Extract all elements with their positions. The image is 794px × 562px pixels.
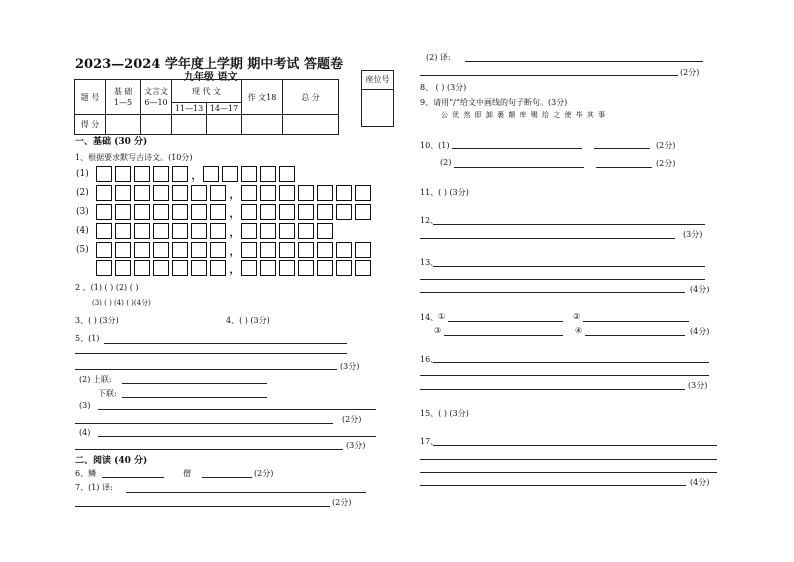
char-box[interactable] [172, 185, 188, 201]
poem-row-5: (5) ， [76, 240, 374, 259]
char-box[interactable] [279, 185, 295, 201]
char-box[interactable] [115, 223, 131, 239]
q10-2-label: (2) [440, 158, 452, 167]
char-box[interactable] [172, 204, 188, 220]
q10-1-label: 10、(1) [420, 141, 450, 150]
char-box[interactable] [298, 185, 314, 201]
char-box[interactable] [134, 204, 150, 220]
char-box[interactable] [336, 204, 352, 220]
answer-line[interactable] [98, 436, 376, 437]
q7-1-score: (2分) [332, 498, 352, 507]
q4-prompt: 4、( ) (3分) [226, 316, 270, 325]
poem-row-3: (3) ， [76, 202, 374, 221]
answer-line[interactable] [448, 321, 563, 322]
answer-line[interactable] [465, 61, 703, 62]
char-box[interactable] [260, 242, 276, 258]
char-box[interactable] [115, 260, 131, 276]
q1-prompt: 1、根据要求默写古诗文。(10分) [75, 153, 193, 162]
answer-line[interactable] [420, 389, 685, 390]
page-title: 2023—2024 学年度上学期 期中考试 答题卷 [75, 57, 343, 72]
q2-line1: 2 、(1) ( ) (2) ( ) [75, 283, 139, 292]
row-label-score: 得 分 [75, 115, 106, 135]
char-box[interactable] [210, 260, 226, 276]
char-box[interactable] [191, 204, 207, 220]
char-box[interactable] [134, 242, 150, 258]
answer-line[interactable] [594, 148, 650, 149]
answer-line[interactable] [583, 321, 689, 322]
q14-mark-1: ① [438, 312, 446, 321]
q13-score: (4分) [690, 285, 710, 294]
char-box[interactable] [279, 260, 295, 276]
char-box[interactable] [115, 185, 131, 201]
col-modern-a: 11—13 [172, 103, 207, 115]
char-box[interactable] [241, 185, 257, 201]
char-box[interactable] [191, 185, 207, 201]
q12-label: 12、 [420, 216, 439, 225]
answer-line[interactable] [122, 397, 267, 398]
char-box[interactable] [115, 204, 131, 220]
row-label-number: 题 号 [75, 80, 106, 115]
char-box[interactable] [279, 242, 295, 258]
q9-prompt: 9、请用“/”给文中画线的句子断句。(3分) [420, 98, 568, 107]
char-box[interactable] [115, 242, 131, 258]
char-box[interactable] [172, 260, 188, 276]
answer-line[interactable] [420, 292, 685, 293]
q16-label: 16、 [420, 355, 439, 364]
col-essay: 作 文18 [242, 80, 283, 115]
score-cell[interactable] [242, 115, 283, 135]
answer-line[interactable] [420, 472, 717, 473]
answer-line[interactable] [596, 167, 652, 168]
q5-4-score: (3分) [346, 441, 366, 450]
answer-line[interactable] [420, 375, 709, 376]
char-box[interactable] [241, 223, 257, 239]
char-box[interactable] [317, 242, 333, 258]
char-box[interactable] [260, 260, 276, 276]
char-box[interactable] [210, 185, 226, 201]
col-classical: 文言文 6—10 [141, 80, 172, 115]
q8-prompt: 8、 ( ) (3分) [420, 83, 467, 92]
q14-mark-2: ② [573, 312, 581, 321]
char-box[interactable] [210, 204, 226, 220]
q5-3-label: (3) [79, 401, 91, 410]
char-box[interactable] [191, 260, 207, 276]
answer-line[interactable] [444, 335, 563, 336]
answer-line[interactable] [75, 506, 330, 507]
char-box[interactable] [336, 242, 352, 258]
q5-2-lower-label: 下联: [98, 389, 117, 398]
answer-line[interactable] [420, 279, 705, 280]
char-box[interactable] [153, 185, 169, 201]
q14-score: (4分) [690, 327, 710, 336]
poem-row-2: (2) ， [76, 183, 374, 202]
poem-row-4: (4) ， [76, 221, 336, 240]
section2-heading: 二、阅读 (40 分) [75, 456, 148, 466]
char-box[interactable] [191, 223, 207, 239]
seat-label: 座位号 [362, 71, 393, 90]
char-box[interactable] [279, 204, 295, 220]
col-basic: 基 础 1—5 [106, 80, 141, 115]
char-box[interactable] [96, 185, 112, 201]
char-box[interactable] [317, 204, 333, 220]
answer-line[interactable] [75, 449, 343, 450]
char-box[interactable] [336, 185, 352, 201]
score-cell[interactable] [106, 115, 141, 135]
col-modern: 现 代 文 [172, 80, 242, 103]
q6-label-a: 6、鳞 [75, 469, 97, 478]
answer-line[interactable] [75, 353, 347, 354]
q13-label: 13、 [420, 258, 439, 267]
char-box[interactable] [241, 260, 257, 276]
q14-mark-4: ④ [575, 326, 583, 335]
char-box[interactable] [298, 204, 314, 220]
q3-prompt: 3、( ) (3分) [75, 316, 119, 325]
q5-4-label: (4) [79, 428, 91, 437]
char-box[interactable] [96, 260, 112, 276]
poem-row-1: (1) ， [76, 164, 298, 183]
char-box[interactable] [298, 242, 314, 258]
section1-heading: 一、基础 (30 分) [75, 137, 148, 147]
char-box[interactable] [153, 223, 169, 239]
char-box[interactable] [355, 204, 371, 220]
char-box[interactable] [203, 166, 219, 182]
page-subtitle: 九年级 语文 [184, 72, 238, 83]
char-box[interactable] [317, 223, 333, 239]
char-box[interactable] [355, 260, 371, 276]
char-box[interactable] [260, 185, 276, 201]
char-box[interactable] [241, 166, 257, 182]
char-box[interactable] [96, 242, 112, 258]
char-box[interactable] [153, 242, 169, 258]
q9-sentence: 公 优 然 即 卸 裹 颠 库 赐 给 之 使 毕 其 事 [441, 111, 607, 119]
char-box[interactable] [241, 204, 257, 220]
char-box[interactable] [260, 204, 276, 220]
char-box[interactable] [172, 242, 188, 258]
q2-line2: (3) ( ) (4) ( )(4分) [92, 299, 151, 307]
q5-2-upper-label: (2) 上联: [79, 375, 112, 384]
char-box[interactable] [298, 223, 314, 239]
char-box[interactable] [241, 242, 257, 258]
answer-line[interactable] [104, 343, 347, 344]
char-box[interactable] [96, 204, 112, 220]
q6-label-b: 僧 [183, 469, 191, 478]
char-box[interactable] [336, 260, 352, 276]
q7-2-score: (2分) [680, 68, 700, 77]
answer-line[interactable] [202, 477, 252, 478]
answer-line[interactable] [585, 335, 685, 336]
answer-line[interactable] [75, 369, 337, 370]
q14-label: 14、 [420, 313, 439, 322]
char-box[interactable] [153, 204, 169, 220]
q7-2-label: (2) 译: [426, 53, 451, 62]
q15-prompt: 15、( ) (3分) [420, 409, 469, 418]
answer-line[interactable] [454, 167, 584, 168]
answer-line[interactable] [420, 75, 678, 76]
char-box[interactable] [172, 223, 188, 239]
answer-line[interactable] [433, 266, 705, 267]
char-box[interactable] [355, 185, 371, 201]
answer-line[interactable] [98, 409, 376, 410]
q10-2-score: (2分) [656, 159, 676, 168]
answer-line[interactable] [433, 445, 717, 446]
seat-number-box [361, 70, 394, 127]
char-box[interactable] [134, 260, 150, 276]
score-cell[interactable] [141, 115, 172, 135]
q7-1-label: 7、(1) 译: [75, 483, 113, 492]
q5-1-score: (3分) [340, 362, 360, 371]
score-cell[interactable] [207, 115, 242, 135]
q6-score: (2分) [254, 469, 274, 478]
q5-3-score: (2分) [342, 415, 362, 424]
q17-label: 17、 [420, 437, 439, 446]
col-modern-b: 14—17 [207, 103, 242, 115]
char-box[interactable] [134, 185, 150, 201]
char-box[interactable] [210, 242, 226, 258]
q5-1-label: 5、(1) [75, 334, 100, 343]
char-box[interactable] [115, 166, 131, 182]
score-cell[interactable] [283, 115, 339, 135]
q14-mark-3: ③ [434, 326, 442, 335]
char-box[interactable] [279, 166, 295, 182]
char-box[interactable] [279, 223, 295, 239]
char-box[interactable] [172, 166, 188, 182]
char-box[interactable] [298, 260, 314, 276]
answer-line[interactable] [433, 224, 705, 225]
q11-prompt: 11、( ) (3分) [420, 188, 469, 197]
char-box[interactable] [317, 260, 333, 276]
q12-score: (3分) [683, 230, 703, 239]
char-box[interactable] [355, 242, 371, 258]
answer-line[interactable] [420, 238, 675, 239]
answer-line[interactable] [452, 148, 582, 149]
answer-line[interactable] [433, 362, 709, 363]
answer-line[interactable] [126, 492, 366, 493]
char-box[interactable] [260, 223, 276, 239]
q10-1-score: (2分) [656, 141, 676, 150]
char-box[interactable] [134, 223, 150, 239]
q17-score: (4分) [690, 478, 710, 487]
answer-line[interactable] [102, 477, 164, 478]
answer-line[interactable] [420, 459, 717, 460]
char-box[interactable] [96, 223, 112, 239]
char-box[interactable] [210, 223, 226, 239]
char-box[interactable] [153, 166, 169, 182]
char-box[interactable] [317, 185, 333, 201]
char-box[interactable] [153, 260, 169, 276]
char-box[interactable] [96, 166, 112, 182]
score-table [74, 79, 339, 135]
char-box[interactable] [222, 166, 238, 182]
answer-line[interactable] [420, 485, 686, 486]
col-total: 总 分 [283, 80, 339, 115]
score-cell[interactable] [172, 115, 207, 135]
char-box[interactable] [134, 166, 150, 182]
poem-row-6: ， [76, 258, 374, 277]
q16-score: (3分) [688, 381, 708, 390]
answer-line[interactable] [122, 383, 267, 384]
char-box[interactable] [191, 242, 207, 258]
char-box[interactable] [260, 166, 276, 182]
answer-line[interactable] [75, 423, 333, 424]
